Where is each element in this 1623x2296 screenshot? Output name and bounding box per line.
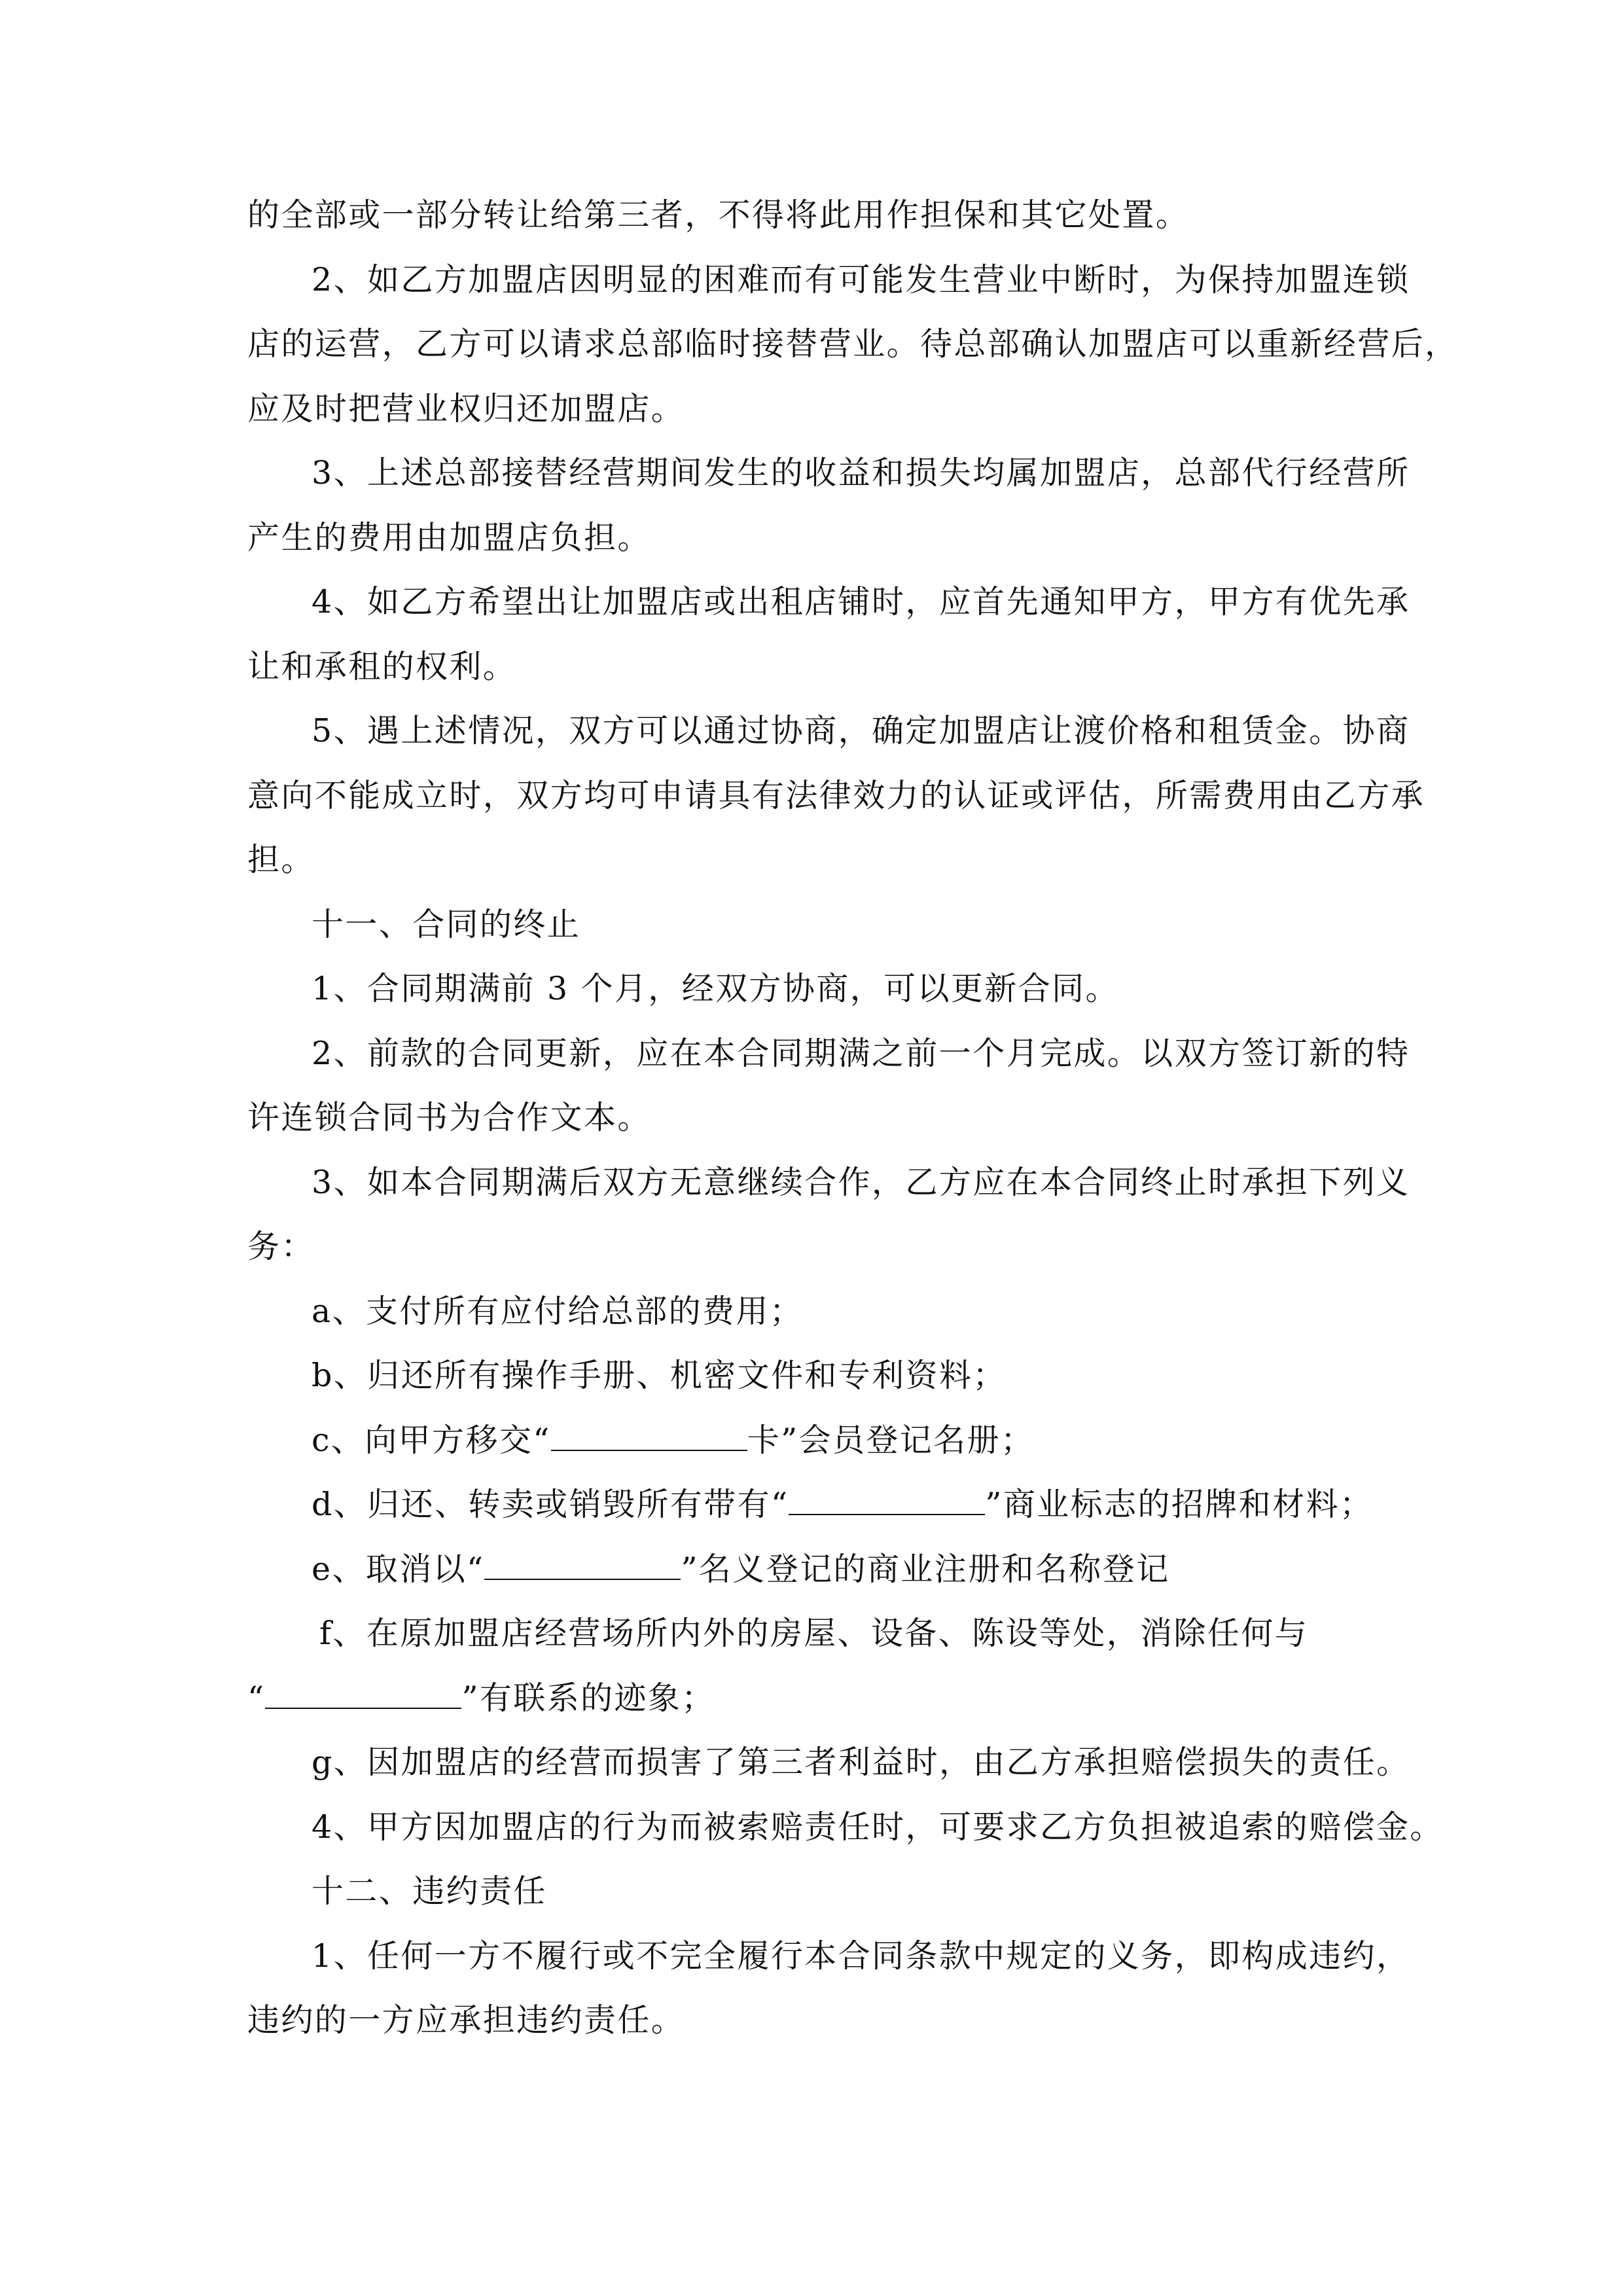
section-11-clause-4: 4、甲方因加盟店的行为而被索赔责任时，可要求乙方负担被追索的赔偿金。	[312, 1808, 1444, 1846]
clause-2-line-2: 店的运营，乙方可以请求总部临时接替营业。待总部确认加盟店可以重新经营后，	[247, 325, 1459, 363]
item-f-before: “	[247, 1679, 266, 1717]
clause-2-line-1: 2、如乙方加盟店因明显的困难而有可能发生营业中断时，为保持加盟连锁	[312, 260, 1410, 298]
clause-4-line-2: 让和承租的权利。	[247, 647, 517, 685]
item-d	[247, 1473, 1374, 1537]
fill-in-blank	[484, 1550, 681, 1580]
section-11-clause-2-line-2: 许连锁合同书为合作文本。	[247, 1099, 651, 1136]
section-11-clause-3-line-1: 3、如本合同期满后双方无意继续合作，乙方应在本合同终止时承担下列义	[312, 1163, 1410, 1201]
item-c-before: c、向甲方移交“	[312, 1421, 551, 1459]
item-g: g、因加盟店的经营而损害了第三者利益时，由乙方承担赔偿损失的责任。	[312, 1744, 1410, 1781]
clause-2-line-3: 应及时把营业权归还加盟店。	[247, 389, 685, 427]
item-f-after: ”有联系的迹象；	[461, 1679, 715, 1717]
item-e-after: ”名义登记的商业注册和名称登记	[681, 1550, 1170, 1588]
fill-in-blank	[789, 1485, 985, 1515]
item-d-before: d、归还、转卖或销毁所有带有“	[312, 1486, 789, 1523]
clause-5-line-3: 担。	[247, 841, 315, 878]
item-a: a、支付所有应付给总部的费用；	[312, 1292, 804, 1330]
section-11-clause-2-line-1: 2、前款的合同更新，应在本合同期满之前一个月完成。以双方签订新的特	[312, 1034, 1410, 1072]
clause-5-line-2: 意向不能成立时，双方均可申请具有法律效力的认证或评估，所需费用由乙方承	[247, 776, 1425, 814]
section-12-heading: 十二、违约责任	[312, 1873, 547, 1910]
contract-body	[247, 183, 1459, 2053]
clause-5-line-1: 5、遇上述情况，双方可以通过协商，确定加盟店让渡价格和租赁金。协商	[312, 712, 1410, 749]
item-c-after: 卡”会员登记名册；	[747, 1421, 1035, 1459]
item-e-before: e、取消以“	[312, 1550, 485, 1588]
item-f-line-2	[247, 1666, 1374, 1731]
section-11-clause-3-line-2: 务：	[247, 1228, 315, 1265]
section-12-clause-1-line-2: 违约的一方应承担违约责任。	[247, 2001, 685, 2039]
paragraph-line: 的全部或一部分转让给第三者，不得将此用作担保和其它处置。	[247, 196, 1190, 234]
section-11-clause-1: 1、合同期满前 3 个月，经双方协商，可以更新合同。	[312, 970, 1119, 1007]
clause-3-line-2: 产生的费用由加盟店负担。	[247, 518, 651, 556]
fill-in-blank	[265, 1679, 461, 1709]
item-d-after: ”商业标志的招牌和材料；	[985, 1486, 1374, 1523]
fill-in-blank	[551, 1421, 747, 1451]
item-e	[247, 1537, 1374, 1602]
section-12-clause-1-line-1: 1、任何一方不履行或不完全履行本合同条款中规定的义务，即构成违约，	[312, 1937, 1410, 1975]
clause-3-line-1: 3、上述总部接替经营期间发生的收益和损失均属加盟店，总部代行经营所	[312, 454, 1410, 492]
item-b: b、归还所有操作手册、机密文件和专利资料；	[312, 1357, 1007, 1394]
item-f-line-1: f、在原加盟店经营场所内外的房屋、设备、陈设等处，消除任何与	[319, 1615, 1309, 1652]
item-c	[247, 1408, 1374, 1473]
section-11-heading: 十一、合同的终止	[312, 905, 581, 943]
clause-4-line-1: 4、如乙方希望出让加盟店或出租店铺时，应首先通知甲方，甲方有优先承	[312, 583, 1410, 620]
